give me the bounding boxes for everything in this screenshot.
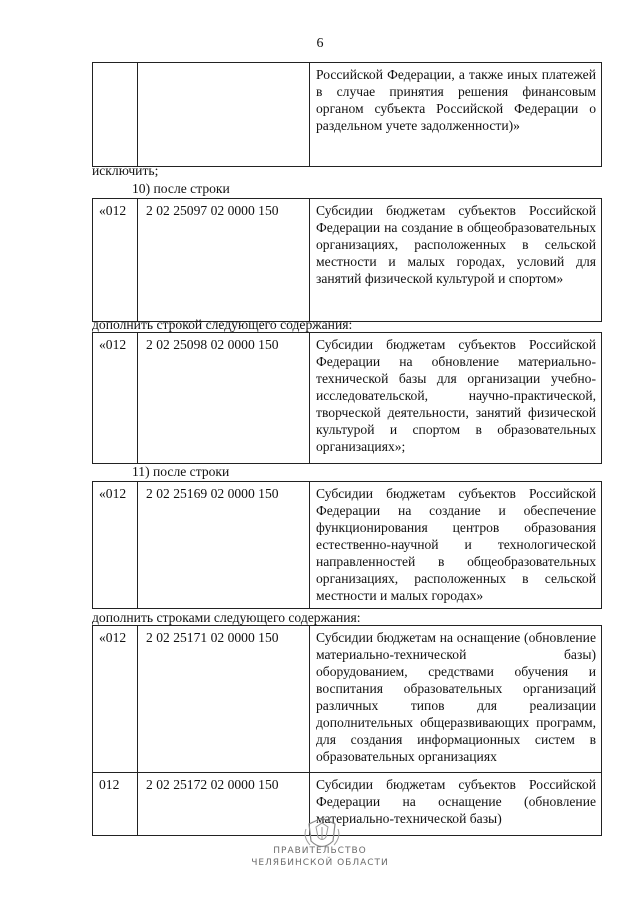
cell-kbk <box>138 63 310 167</box>
cell-text: Российской Федерации, а также иных платежей в случае принятия решения финансовым органом субъекта Российской Федерации о раздельном учете задолженности)» <box>310 63 602 167</box>
table-item-10-original <box>92 198 602 322</box>
table-row <box>93 482 602 609</box>
cell-text: Субсидии бюджетам субъектов Российской Федерации на создание в общеобразовательных организациях, расположенных в сельской местности и малых городах, условий для занятий физической культурой и спортом» <box>310 199 602 322</box>
table-row <box>93 63 602 167</box>
table-row <box>93 626 602 773</box>
footer-government-line2: ЧЕЛЯБИНСКОЙ ОБЛАСТИ <box>251 858 389 868</box>
cell-code: «012 <box>93 482 138 609</box>
page-number: 6 <box>316 36 324 51</box>
cell-text: Субсидии бюджетам субъектов Российской Федерации на обновление материально-технической базы для организации учебно-исследовательской, научно-практической, творческой деятельности, занятий физической культурой и спортом в образовательных организациях»; <box>310 333 602 464</box>
table-item-11-original <box>92 481 602 609</box>
cell-kbk: 2 02 25097 02 0000 150 <box>138 199 310 322</box>
cell-text: Субсидии бюджетам субъектов Российской Федерации на создание и обеспечение функционирования центров образования естественно-научной и технологической направленностей в общеобразовательных организациях, расположенных в сельской местности и малых городах» <box>310 482 602 609</box>
cell-kbk: 2 02 25169 02 0000 150 <box>138 482 310 609</box>
table-continuation <box>92 62 602 167</box>
paragraph-after-line-10: 10) после строки <box>132 181 230 196</box>
footer-government-line1: ПРАВИТЕЛЬСТВО <box>273 846 367 856</box>
table-row <box>93 199 602 322</box>
paragraph-after-line-11: 11) после строки <box>132 464 230 479</box>
cell-kbk: 2 02 25172 02 0000 150 <box>138 773 310 836</box>
cell-text: Субсидии бюджетам на оснащение (обновление материально-технической базы) оборудованием, средствами обучения и воспитания образовательных организаций различных типов для реализации дополнительных общеразвивающих программ, для создания информационных систем в образовательных организациях <box>310 626 602 773</box>
table-row <box>93 333 602 464</box>
cell-text: Субсидии бюджетам субъектов Российской Федерации на оснащение (обновление материально-технической базы) <box>310 773 602 836</box>
cell-code: «012 <box>93 333 138 464</box>
paragraph-exclude: исключить; <box>92 163 159 178</box>
paragraph-add-line: дополнить строкой следующего содержания: <box>92 317 353 332</box>
cell-code: «012 <box>93 199 138 322</box>
cell-code <box>93 63 138 167</box>
table-item-10-addition <box>92 332 602 464</box>
table-item-11-addition <box>92 625 602 836</box>
cell-code: «012 <box>93 626 138 773</box>
paragraph-add-lines: дополнить строками следующего содержания: <box>92 610 361 625</box>
table-row <box>93 773 602 836</box>
cell-code: 012 <box>93 773 138 836</box>
cell-kbk: 2 02 25171 02 0000 150 <box>138 626 310 773</box>
cell-kbk: 2 02 25098 02 0000 150 <box>138 333 310 464</box>
